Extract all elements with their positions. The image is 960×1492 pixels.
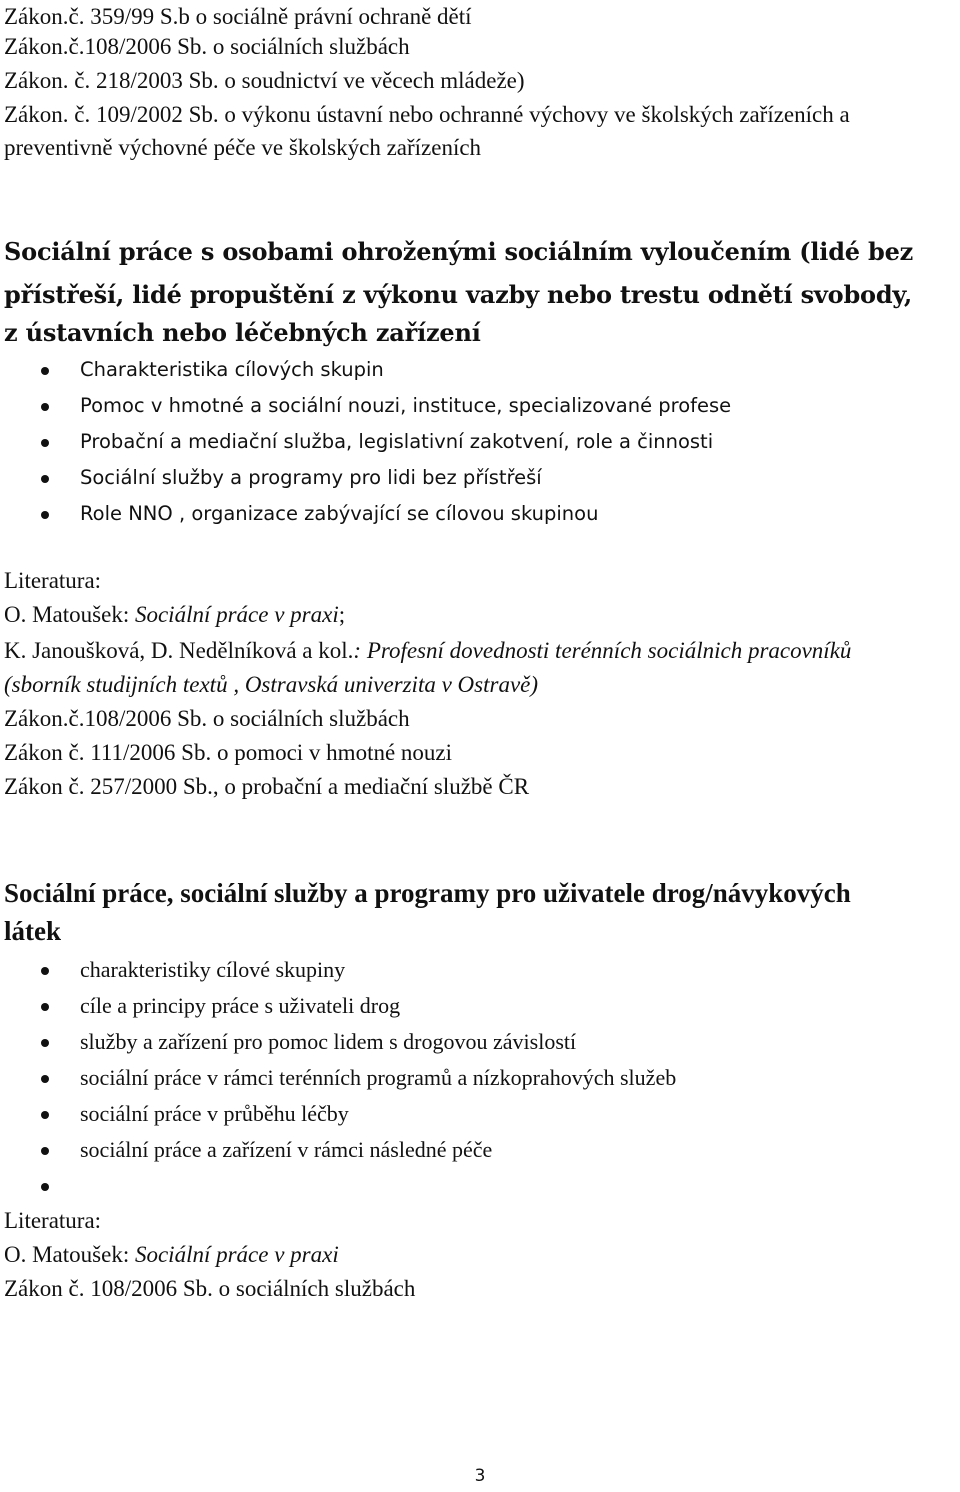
- heading-line: látek: [4, 916, 61, 946]
- literature-label: Literatura:: [4, 568, 102, 593]
- heading-line: Sociální práce s osobami ohroženými sociálním vyloučením (lidé bez: [4, 237, 914, 266]
- literature-item: [4, 1238, 339, 1272]
- bullet-icon: [41, 1183, 49, 1191]
- literature-title: Sociální práce v praxi: [134, 602, 339, 627]
- bullet-list-2: [0, 952, 676, 1168]
- bullet-icon: [41, 439, 49, 447]
- list-item-text: cíle a principy práce s uživateli drog: [80, 993, 401, 1018]
- list-item: [0, 1024, 676, 1060]
- list-item-text: Sociální služby a programy pro lidi bez přístřeší: [80, 466, 542, 489]
- bullet-icon: [41, 1147, 49, 1155]
- list-item-text: charakteristiky cílové skupiny: [80, 957, 346, 982]
- literature-author: K. Janoušková, D. Nedělníková a kol.: [4, 638, 354, 663]
- bullet-icon: [41, 967, 49, 975]
- literature-title: (sborník studijních textů , Ostravská univerzita v Ostravě): [4, 672, 539, 697]
- list-item: [0, 1096, 676, 1132]
- literature-item: [4, 598, 345, 632]
- list-item: [0, 352, 731, 388]
- bullet-icon: [41, 1003, 49, 1011]
- intro-line: Zákon. č. 109/2002 Sb. o výkonu ústavní nebo ochranné výchovy ve školských zařízeních a: [4, 102, 850, 127]
- literature-author: O. Matoušek:: [4, 1242, 135, 1267]
- bullet-icon: [41, 475, 49, 483]
- list-item-text: Role NNO , organizace zabývající se cílovou skupinou: [80, 502, 599, 525]
- literature-title: : Profesní dovednosti terénních sociálnich pracovníků: [353, 638, 852, 663]
- page-number: 3: [474, 1466, 486, 1486]
- heading-line: přístřeší, lidé propuštění z výkonu vazby nebo trestu odnětí svobody,: [4, 280, 913, 309]
- list-item: [0, 496, 731, 532]
- literature-item: Zákon.č.108/2006 Sb. o sociálních službách: [4, 706, 410, 731]
- bullet-icon: [41, 511, 49, 519]
- literature-author: O. Matoušek:: [4, 602, 135, 627]
- literature-label: Literatura:: [4, 1208, 102, 1233]
- intro-line: Zákon. č. 218/2003 Sb. o soudnictví ve věcech mládeže): [4, 68, 525, 93]
- literature-item: [4, 668, 538, 702]
- list-item: [0, 1060, 676, 1096]
- list-item-text: Probační a mediační služba, legislativní zakotvení, role a činnosti: [80, 430, 714, 453]
- literature-item: Zákon č. 111/2006 Sb. o pomoci v hmotné nouzi: [4, 740, 453, 765]
- list-item-text: Pomoc v hmotné a sociální nouzi, instituce, specializované profese: [80, 394, 732, 417]
- bullet-icon: [41, 1111, 49, 1119]
- literature-tail: ;: [338, 602, 346, 627]
- literature-item: [4, 634, 851, 668]
- list-item: [0, 988, 676, 1024]
- intro-line: preventivně výchovné péče ve školských zařízeních: [4, 135, 482, 160]
- heading-line: Sociální práce, sociální služby a programy pro uživatele drog/návykových: [4, 878, 851, 908]
- list-item-text: sociální práce v průběhu léčby: [80, 1101, 349, 1126]
- intro-line: Zákon.č. 359/99 S.b o sociálně právní ochraně dětí: [4, 4, 472, 29]
- bullet-list-1: [0, 352, 731, 532]
- list-item-text: Charakteristika cílových skupin: [80, 358, 384, 381]
- bullet-icon: [41, 1039, 49, 1047]
- list-item: [0, 388, 731, 424]
- list-item: [0, 424, 731, 460]
- bullet-icon: [41, 403, 49, 411]
- literature-title: Sociální práce v praxi: [134, 1242, 339, 1267]
- literature-item: Zákon č. 257/2000 Sb., o probační a mediační službě ČR: [4, 774, 530, 799]
- heading-line: z ústavních nebo léčebných zařízení: [4, 318, 481, 347]
- literature-item: Zákon č. 108/2006 Sb. o sociálních službách: [4, 1276, 416, 1301]
- list-item-text: služby a zařízení pro pomoc lidem s drogovou závislostí: [80, 1029, 577, 1054]
- bullet-icon: [41, 1075, 49, 1083]
- bullet-icon: [41, 367, 49, 375]
- list-item: [0, 1132, 676, 1168]
- list-item-text: sociální práce a zařízení v rámci následné péče: [80, 1137, 493, 1162]
- intro-line: Zákon.č.108/2006 Sb. o sociálních službách: [4, 34, 410, 59]
- list-item: [0, 460, 731, 496]
- list-item-text: sociální práce v rámci terénních programů a nízkoprahových služeb: [80, 1065, 677, 1090]
- list-item: [0, 952, 676, 988]
